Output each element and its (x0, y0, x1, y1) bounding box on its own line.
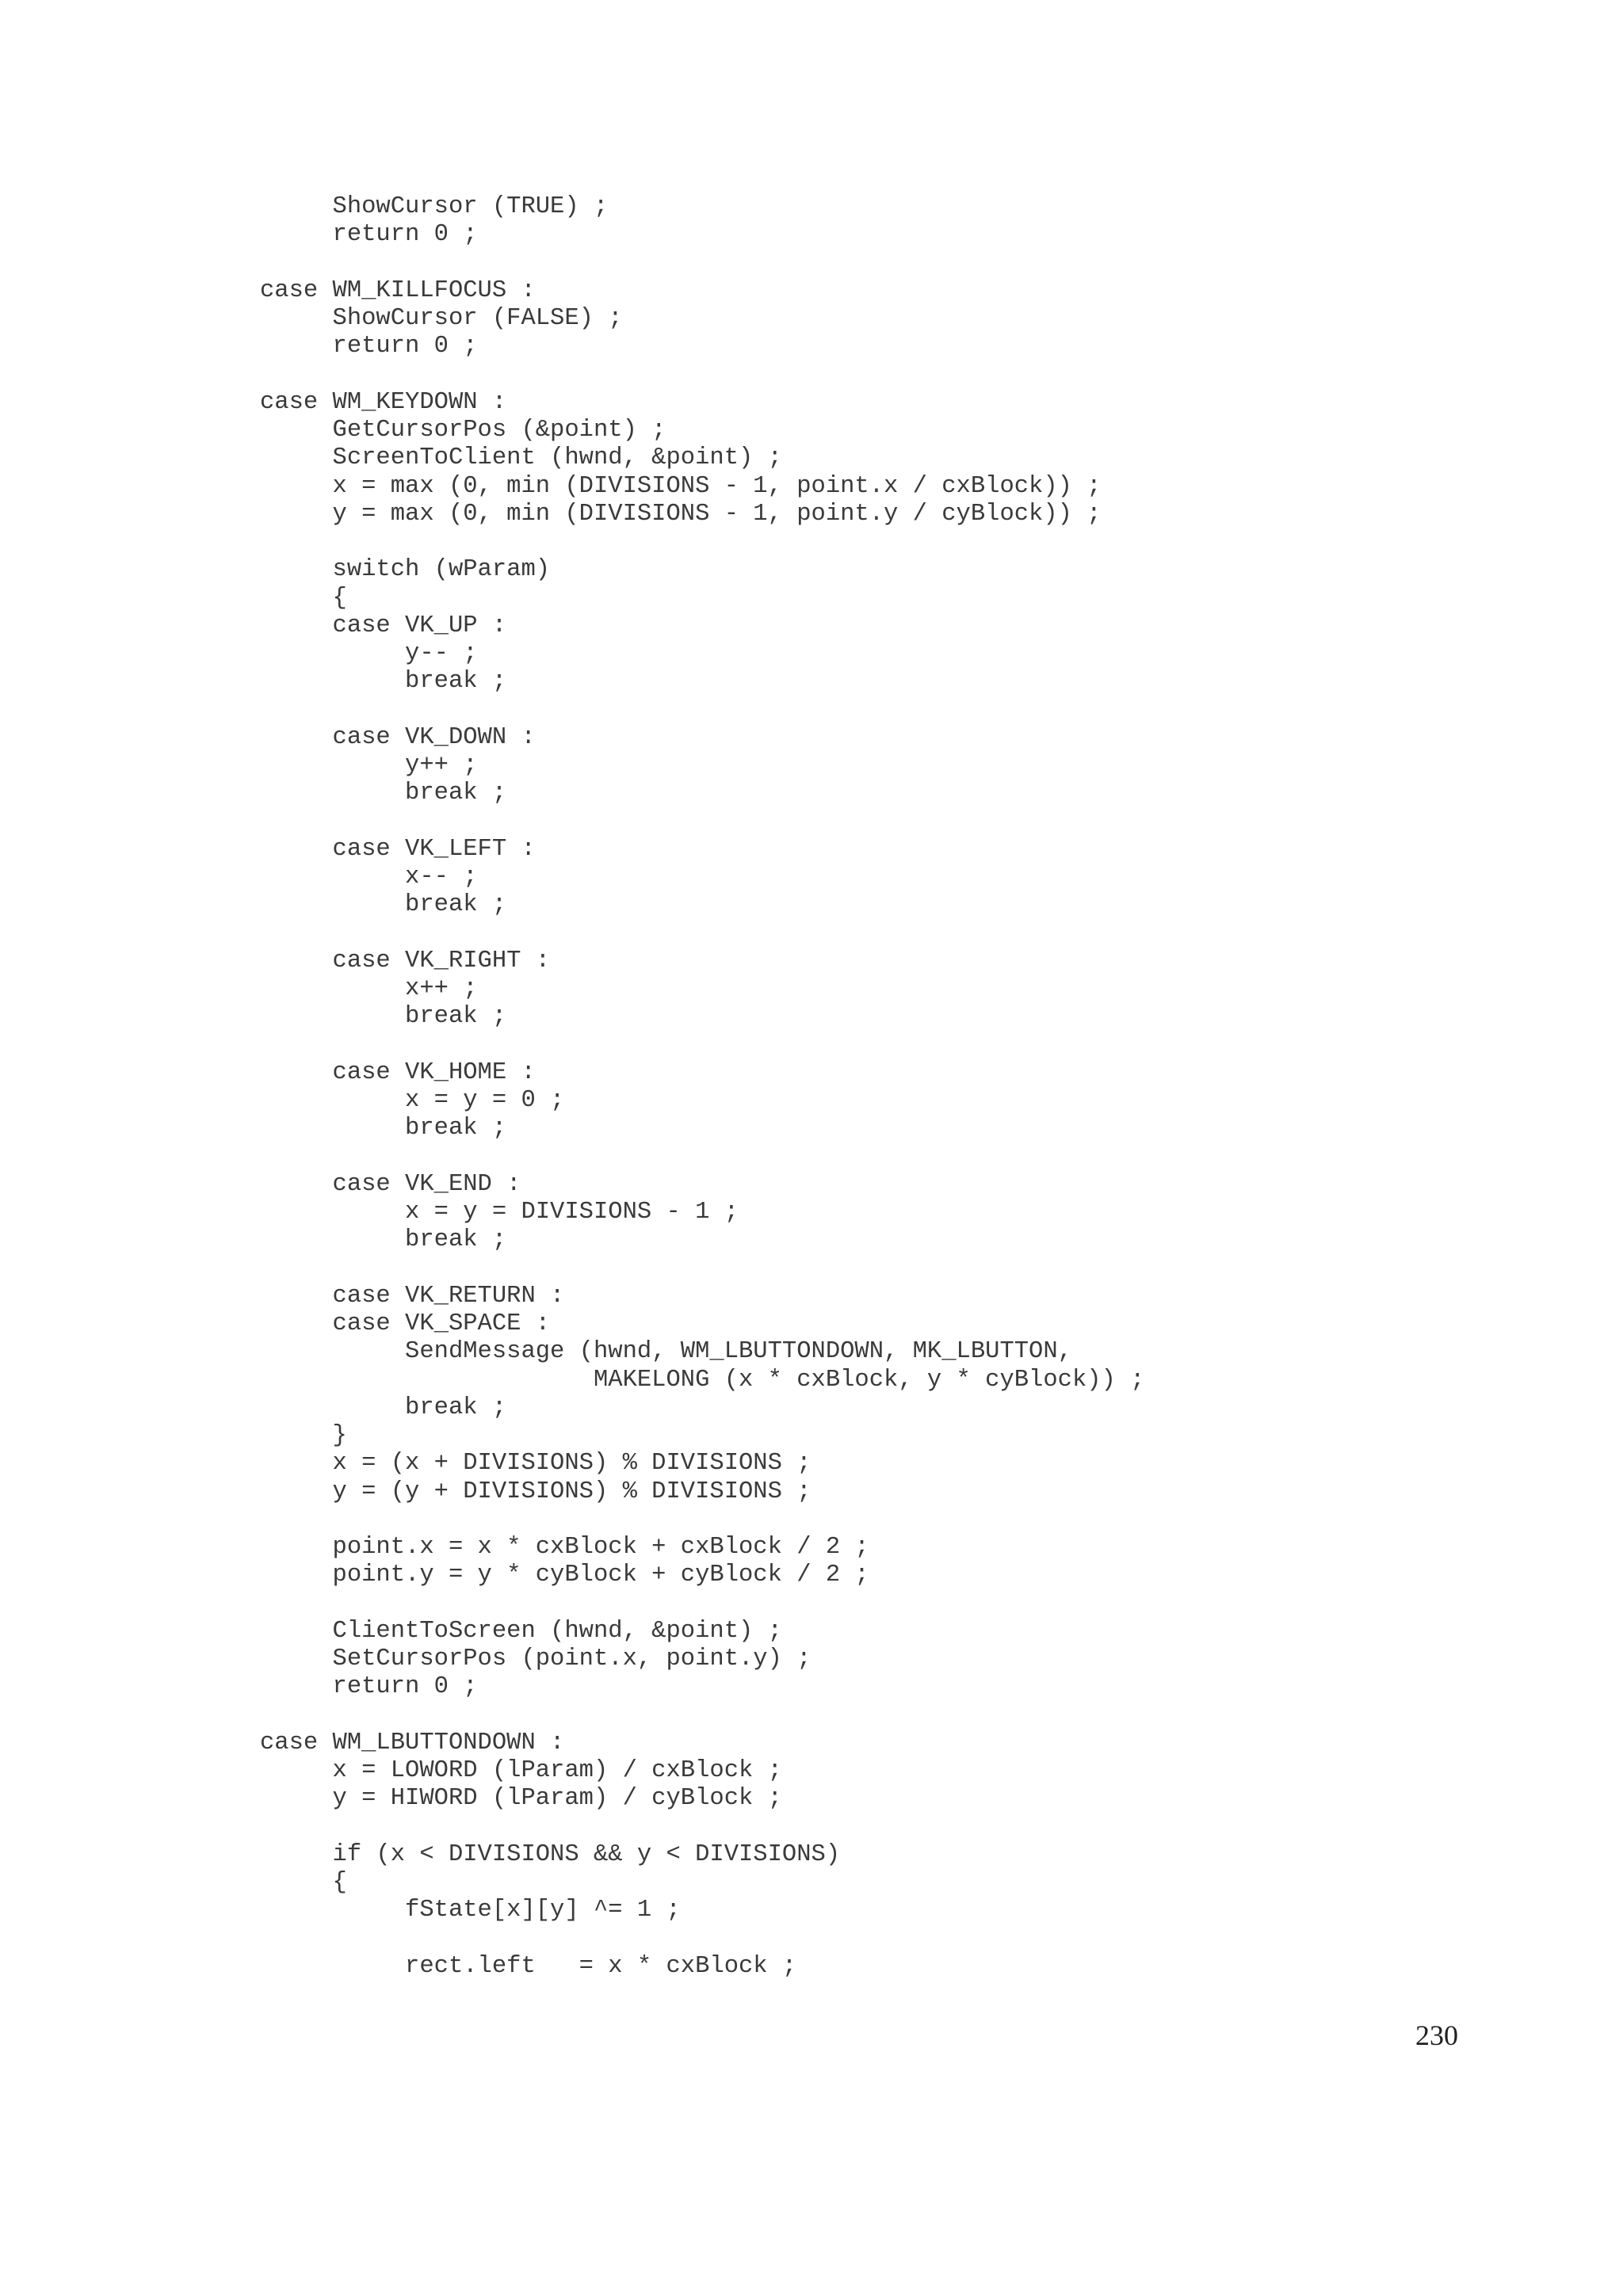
page-number: 230 (1415, 2019, 1458, 2051)
code-line: case VK_HOME : (260, 1058, 536, 1086)
code-line: { (260, 1869, 347, 1896)
code-line (260, 1143, 1144, 1171)
code-line: return 0 ; (260, 1673, 478, 1701)
code-line: y-- ; (260, 640, 478, 667)
code-line (260, 920, 1144, 948)
code-line: y = max (0, min (DIVISIONS - 1, point.y / cyBlock)) ; (260, 500, 1102, 528)
code-line: y = HIWORD (lParam) / cyBlock ; (260, 1785, 782, 1813)
code-line: ShowCursor (FALSE) ; (260, 305, 623, 332)
code-line: rect.left = x * cxBlock ; (260, 1952, 797, 1980)
code-line (260, 1925, 1144, 1953)
code-line: case WM_LBUTTONDOWN : (260, 1729, 565, 1756)
code-line: case VK_END : (260, 1170, 521, 1198)
code-line (260, 1590, 1144, 1618)
code-line: GetCursorPos (&point) ; (260, 417, 666, 444)
code-line: break ; (260, 780, 507, 807)
code-line: } (260, 1422, 347, 1449)
code-line: { (260, 584, 347, 612)
code-line: break ; (260, 1003, 507, 1031)
code-line: break ; (260, 1115, 507, 1142)
code-line: ClientToScreen (hwnd, &point) ; (260, 1617, 782, 1645)
code-line: x = max (0, min (DIVISIONS - 1, point.x / cxBlock)) ; (260, 472, 1102, 500)
code-line: y = (y + DIVISIONS) % DIVISIONS ; (260, 1478, 812, 1505)
code-line: if (x < DIVISIONS && y < DIVISIONS) (260, 1840, 841, 1868)
code-line: case VK_RETURN : (260, 1282, 565, 1310)
code-line (260, 1814, 1144, 1841)
code-line: x = y = DIVISIONS - 1 ; (260, 1199, 739, 1226)
code-line: SendMessage (hwnd, WM_LBUTTONDOWN, MK_LBUTTON, (260, 1338, 1072, 1366)
code-line: case WM_KEYDOWN : (260, 388, 507, 416)
code-line: break ; (260, 668, 507, 696)
code-line: x = LOWORD (lParam) / cxBlock ; (260, 1757, 782, 1784)
code-line (260, 1032, 1144, 1059)
code-line: y++ ; (260, 752, 478, 779)
code-line: x-- ; (260, 864, 478, 891)
code-line: break ; (260, 1394, 507, 1421)
code-line (260, 1702, 1144, 1730)
code-line: case VK_UP : (260, 612, 507, 639)
code-line: case VK_DOWN : (260, 723, 536, 751)
code-line: point.y = y * cyBlock + cyBlock / 2 ; (260, 1562, 869, 1589)
code-line (260, 361, 1144, 389)
code-line: return 0 ; (260, 333, 478, 360)
code-line: x++ ; (260, 975, 478, 1002)
code-listing (260, 193, 1144, 1981)
code-line (260, 1506, 1144, 1534)
code-line (260, 250, 1144, 277)
code-line: SetCursorPos (point.x, point.y) ; (260, 1646, 812, 1672)
code-line: break ; (260, 1226, 507, 1254)
code-line: switch (wParam) (260, 556, 551, 584)
code-line: fState[x][y] ^= 1 ; (260, 1897, 681, 1924)
code-line: case WM_KILLFOCUS : (260, 277, 536, 304)
code-line (260, 1255, 1144, 1283)
code-line: break ; (260, 891, 507, 919)
code-line: case VK_LEFT : (260, 835, 536, 863)
code-line (260, 808, 1144, 836)
code-line: ScreenToClient (hwnd, &point) ; (260, 444, 782, 472)
code-line: ShowCursor (TRUE) ; (260, 193, 609, 220)
code-line: point.x = x * cxBlock + cxBlock / 2 ; (260, 1534, 869, 1561)
code-line: MAKELONG (x * cxBlock, y * cyBlock)) ; (260, 1366, 1145, 1394)
code-line: return 0 ; (260, 221, 478, 249)
code-line: case VK_RIGHT : (260, 947, 551, 974)
code-line (260, 528, 1144, 556)
code-line: case VK_SPACE : (260, 1310, 551, 1337)
code-line: x = y = 0 ; (260, 1087, 565, 1114)
code-line: x = (x + DIVISIONS) % DIVISIONS ; (260, 1450, 812, 1478)
code-line (260, 696, 1144, 724)
